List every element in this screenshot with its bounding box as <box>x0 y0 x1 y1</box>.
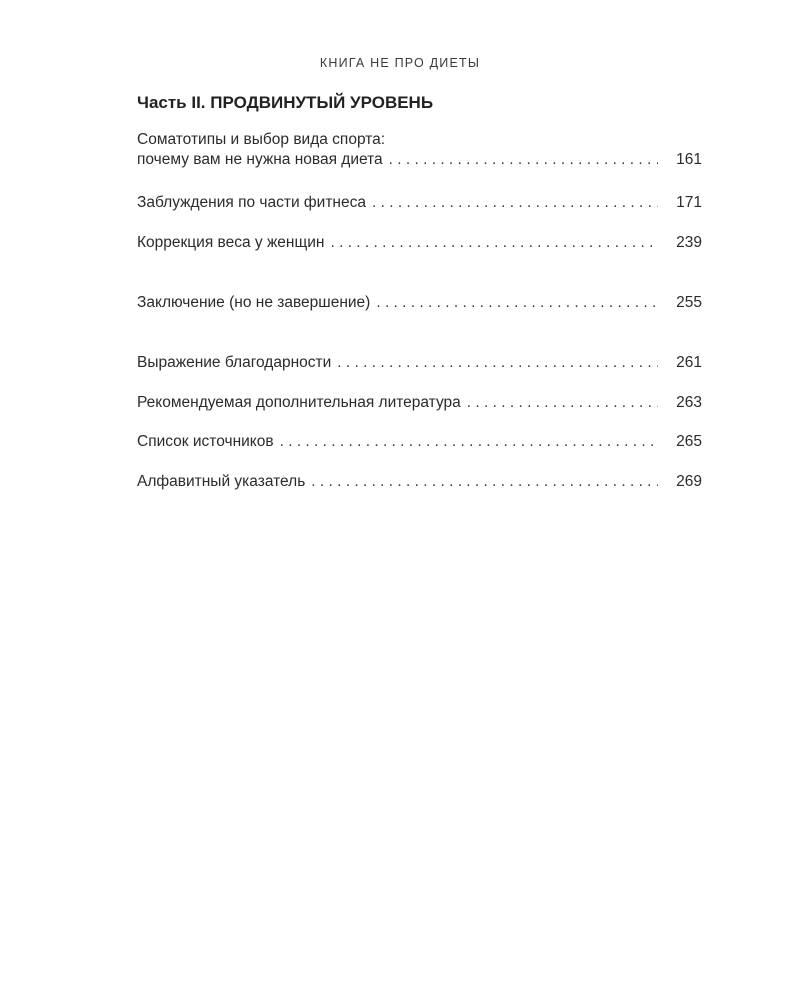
toc-entry-index[interactable] <box>137 472 702 492</box>
toc-entry-page-number: 239 <box>676 234 702 251</box>
part-heading-prefix: Часть II. <box>137 93 206 112</box>
toc-entry-title-line1: Соматотипы и выбор вида спорта: <box>137 131 386 148</box>
dot-leader <box>372 193 658 213</box>
toc-entry-conclusion[interactable] <box>137 293 702 313</box>
toc-entry-title: Коррекция веса у женщин <box>137 234 325 251</box>
toc-entry-acknowledgements[interactable] <box>137 353 702 373</box>
toc-entry-page-number: 265 <box>676 433 702 450</box>
toc-entry-page-number: 171 <box>676 194 702 211</box>
toc-entry-title: Список источников <box>137 433 274 450</box>
toc-entry-weight-women[interactable] <box>137 233 702 253</box>
toc-entry-title: Рекомендуемая дополнительная литература <box>137 394 461 411</box>
toc-entry-page-number: 269 <box>676 473 702 490</box>
toc-entry-page-number: 263 <box>676 394 702 411</box>
toc-entry-fitness-myths[interactable] <box>137 193 702 213</box>
toc-entry-somatotypes[interactable] <box>137 130 702 170</box>
toc-entry-page-number: 255 <box>676 294 702 311</box>
toc-entry-title: Алфавитный указатель <box>137 473 306 490</box>
toc-entry-page-number: 261 <box>676 354 702 371</box>
part-heading <box>137 93 433 113</box>
toc-entry-title: Заключение (но не завершение) <box>137 294 371 311</box>
dot-leader <box>389 150 658 170</box>
dot-leader <box>280 432 658 452</box>
toc-entry-title: Заблуждения по части фитнеса <box>137 194 366 211</box>
running-head: КНИГА НЕ ПРО ДИЕТЫ <box>319 56 481 70</box>
dot-leader <box>467 393 658 413</box>
dot-leader <box>337 353 658 373</box>
toc-entry-title: Выражение благодарности <box>137 354 332 371</box>
dot-leader <box>330 233 658 253</box>
toc-entry-page-number: 161 <box>676 151 702 168</box>
dot-leader <box>311 472 658 492</box>
toc-entry-further-reading[interactable] <box>137 393 702 413</box>
part-heading-title: ПРОДВИНУТЫЙ УРОВЕНЬ <box>210 93 434 112</box>
toc-entry-references[interactable] <box>137 432 702 452</box>
dot-leader <box>376 293 658 313</box>
toc-entry-title: почему вам не нужна новая диета <box>137 151 383 168</box>
